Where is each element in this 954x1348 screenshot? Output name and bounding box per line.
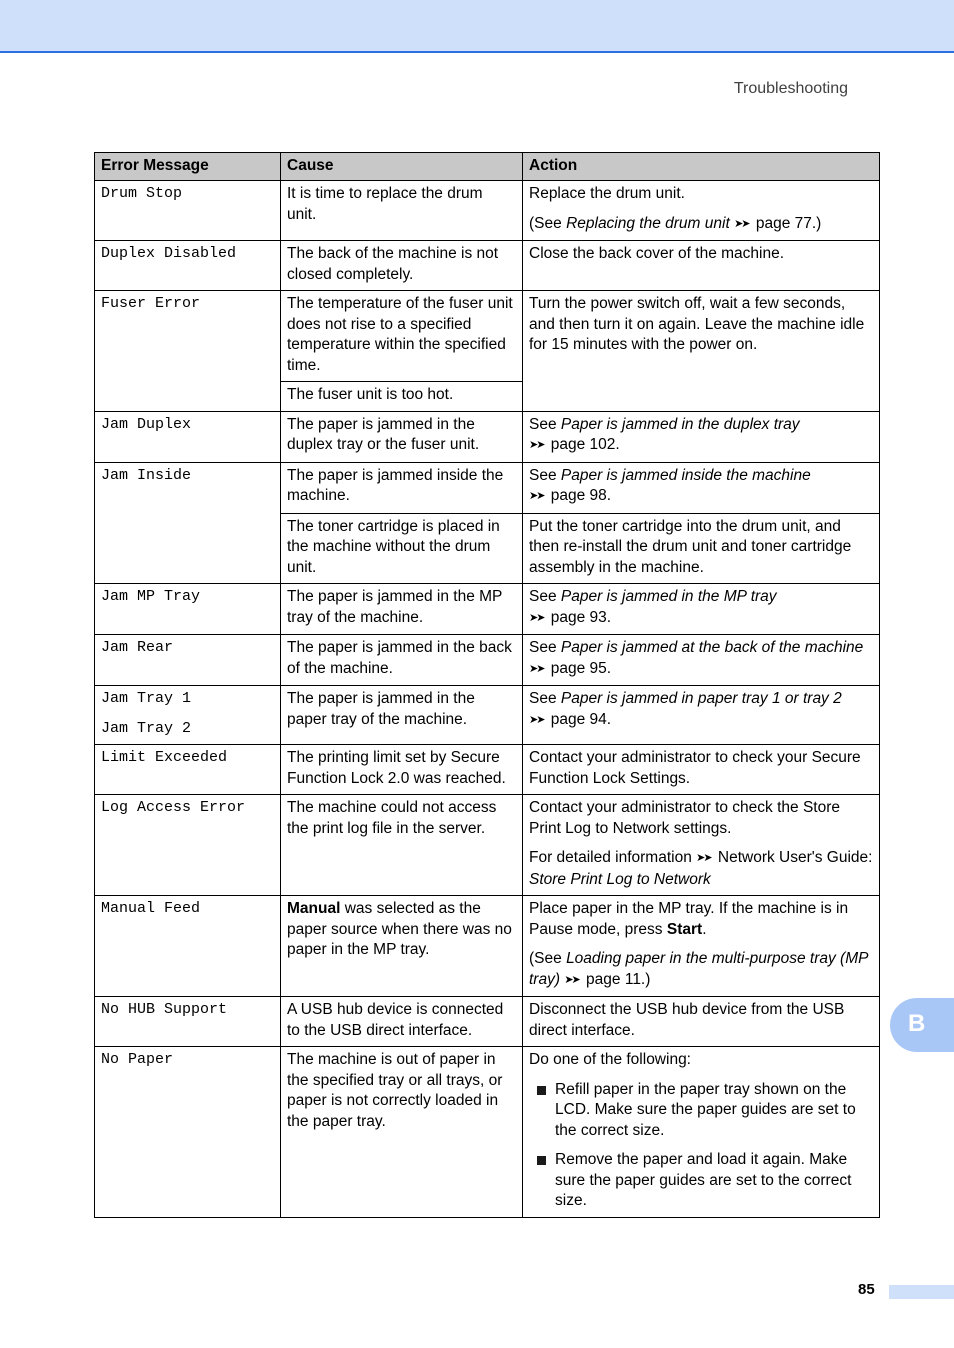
table-row [95,291,880,382]
cause-cell: A USB hub device is connected to the USB direct interface. [281,997,523,1047]
table-row [95,241,880,291]
cross-reference: Paper is jammed in the duplex tray [560,415,800,433]
cause-cell: The toner cartridge is placed in the machine without the drum unit. [281,513,523,584]
table-row [95,635,880,686]
square-bullet-icon [537,1156,546,1165]
double-arrow-icon: ➤➤ [529,439,544,451]
list-item: Remove the paper and load it again. Make sure the paper guides are set to the correct size. [529,1150,873,1212]
double-arrow-icon: ➤➤ [564,973,579,986]
action-cell: See Paper is jammed in the MP tray ➤➤ page 93. [523,584,880,635]
cause-cell: The machine is out of paper in the specified tray or all trays, or paper is not correctly loaded in the paper tray. [281,1047,523,1218]
error-message: Jam MP Tray [95,584,281,635]
cross-reference: Paper is jammed in paper tray 1 or tray 2 [560,690,842,707]
page-number-bar [889,1285,954,1299]
cross-reference: Store Print Log to Network [529,870,711,888]
list-item: Refill paper in the paper tray shown on the LCD. Make sure the paper guides are set to the correct size. [529,1080,873,1142]
error-message: Jam Tray 1 Jam Tray 2 [95,686,281,745]
table-header-row [95,153,880,181]
cause-cell: The machine could not access the print log file in the server. [281,795,523,896]
error-message: Duplex Disabled [95,241,281,291]
column-header-error-message: Error Message [95,153,281,181]
error-message: Log Access Error [95,795,281,896]
cross-reference: Paper is jammed in the MP tray [560,588,777,605]
error-message: No Paper [95,1047,281,1218]
table-row [95,1047,880,1218]
action-cell: Contact your administrator to check the Store Print Log to Network settings. For detailed information ➤➤ Network User's Guide: Store Print Log to Network [523,795,880,896]
column-header-cause: Cause [281,153,523,181]
action-cell: Contact your administrator to check your Secure Function Lock Settings. [523,745,880,795]
double-arrow-icon: ➤➤ [529,662,544,675]
page-number: 85 [858,1281,875,1298]
column-header-action: Action [523,153,880,181]
action-cell: Place paper in the MP tray. If the machine is in Pause mode, press Start. (See Loading paper in the multi-purpose tray (MP tray) ➤➤ page 11.) [523,896,880,997]
error-message: Limit Exceeded [95,745,281,795]
action-cell: Replace the drum unit. (See Replacing the drum unit ➤➤ page 77.) [523,181,880,241]
table-row [95,795,880,896]
table-row [95,462,880,513]
action-cell: Do one of the following: Refill paper in the paper tray shown on the LCD. Make sure the paper guides are set to the correct size. Remove the paper and load it again. Make sure the paper guides are set to the correct size. [523,1047,880,1218]
error-message: Fuser Error [95,291,281,412]
table-row [95,896,880,997]
action-cell: See Paper is jammed in paper tray 1 or tray 2 ➤➤ page 94. [523,686,880,745]
table-row [95,997,880,1047]
table-row [95,686,880,745]
error-message: Jam Inside [95,462,281,584]
table-row [95,181,880,241]
action-cell: See Paper is jammed at the back of the machine ➤➤ page 95. [523,635,880,686]
cause-cell: The fuser unit is too hot. [281,382,523,412]
square-bullet-icon [537,1086,546,1095]
header-band [0,0,954,53]
double-arrow-icon: ➤➤ [734,217,749,230]
cross-reference: Paper is jammed inside the machine [560,466,811,484]
bullet-list [529,1080,873,1212]
cause-cell: The temperature of the fuser unit does not rise to a specified temperature within the specified time. [281,291,523,382]
cause-cell: The printing limit set by Secure Function Lock 2.0 was reached. [281,745,523,795]
action-cell: Disconnect the USB hub device from the USB direct interface. [523,997,880,1047]
double-arrow-icon: ➤➤ [529,611,544,624]
action-cell: Close the back cover of the machine. [523,241,880,291]
error-message: Jam Rear [95,635,281,686]
action-cell: See Paper is jammed inside the machine ➤➤ page 98. [523,462,880,513]
action-cell: Put the toner cartridge into the drum unit, and then re-install the drum unit and toner cartridge assembly in the machine. [523,513,880,584]
error-message: No HUB Support [95,997,281,1047]
error-message-table [94,152,880,1218]
cross-reference: Replacing the drum unit [566,214,730,232]
section-title: Troubleshooting [733,80,848,97]
appendix-tab-label: B [908,1010,926,1037]
action-cell: Turn the power switch off, wait a few seconds, and then turn it on again. Leave the machine idle for 15 minutes with the power on. [523,291,880,412]
double-arrow-icon: ➤➤ [696,852,711,864]
cross-reference: Loading paper in the multi-purpose tray (MP tray) [529,950,868,988]
action-cell: See Paper is jammed in the duplex tray ➤➤ page 102. [523,411,880,462]
cause-cell: Manual was selected as the paper source when there was no paper in the MP tray. [281,896,523,997]
cause-cell: The paper is jammed inside the machine. [281,462,523,513]
error-message: Drum Stop [95,181,281,241]
cause-cell: It is time to replace the drum unit. [281,181,523,241]
double-arrow-icon: ➤➤ [529,713,544,726]
table-row [95,411,880,462]
cause-cell: The paper is jammed in the paper tray of the machine. [281,686,523,745]
error-message: Jam Duplex [95,411,281,462]
error-message: Manual Feed [95,896,281,997]
cause-cell: The back of the machine is not closed completely. [281,241,523,291]
cause-cell: The paper is jammed in the MP tray of the machine. [281,584,523,635]
cause-cell: The paper is jammed in the duplex tray or the fuser unit. [281,411,523,462]
double-arrow-icon: ➤➤ [529,490,544,502]
table-row [95,584,880,635]
table-row [95,745,880,795]
cross-reference: Paper is jammed at the back of the machine [560,639,864,656]
cause-cell: The paper is jammed in the back of the machine. [281,635,523,686]
appendix-tab [890,998,954,1052]
